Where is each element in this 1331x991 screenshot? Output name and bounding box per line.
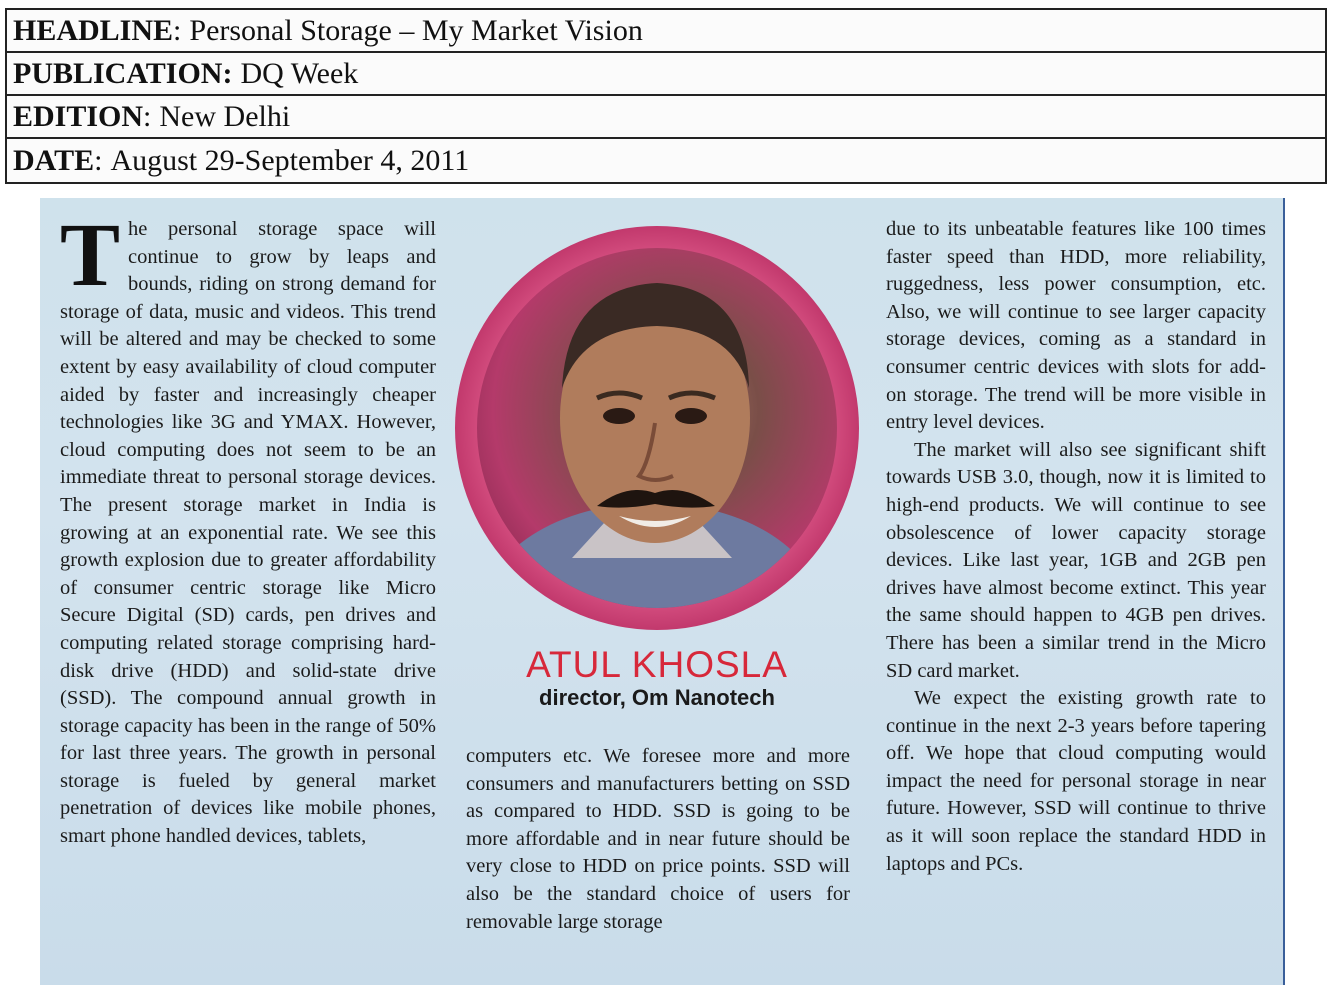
paragraph-text: computers etc. We foresee more and more consumers and manufacturers betting on SSD as compared to HDD. SSD is going to be more affordable and in near future should be very close to HDD on price points. SSD will also be the standard choice of users for removable large storage: [466, 745, 850, 933]
portrait-image: [477, 248, 837, 608]
date-label: DATE: [13, 143, 95, 177]
newspaper-clipping: [40, 198, 1285, 985]
drop-cap: T: [60, 206, 121, 305]
article-column-3: [886, 216, 1266, 878]
paragraph-text: he personal storage space will continue to grow by leaps and bounds, riding on strong demand for storage of data, music and videos. This trend will be altered and may be checked to some extent by easy availability of cloud computer aided by faster and increasingly cheaper technologies like 3G and YMAX. However, cloud computing does not seem to be an immediate threat to personal storage devices. The present storage market in India is growing at an exponential rate. We see this growth explosion due to greater affordability of consumer centric storage like Micro Secure Digital (SD) cards, pen drives and computing related storage comprising hard-disk drive (HDD) and solid-state drive (SSD). The compound annual growth in storage capacity has been in the range of 50% for last three years. The growth in personal storage is fueled by general market penetration of devices like mobile phones, smart phone handled devices, tablets,: [60, 218, 436, 848]
headline-row: HEADLINE : Personal Storage – My Market Vision: [7, 10, 1325, 53]
edition-row: EDITION : New Delhi: [7, 96, 1325, 139]
edition-label: EDITION: [13, 99, 144, 133]
publication-label: PUBLICATION:: [13, 56, 233, 90]
headline-value: Personal Storage – My Market Vision: [189, 13, 643, 47]
author-name: ATUL KHOSLA: [526, 644, 788, 685]
face-illustration: [477, 248, 837, 608]
paragraph-text: due to its unbeatable features like 100 times faster speed than HDD, more reliability, ruggedness, less power consumption, etc. Also, we will continue to see larger capacity storage devices, coming as a standard in consumer centric devices with slots for add-on storage. The trend will be more visible in entry level devices.: [886, 218, 1266, 434]
article-column-2: [466, 743, 850, 936]
date-row: DATE : August 29-September 4, 2011: [13, 143, 470, 177]
headline-label: HEADLINE: [13, 13, 174, 47]
author-role: director, Om Nanotech: [539, 685, 775, 710]
date-value: August 29-September 4, 2011: [110, 143, 470, 177]
paragraph-text: We expect the existing growth rate to continue in the next 2-3 years before tapering off. We hope that cloud computing would impact the need for personal storage in near future. However, SSD will continue to thrive as it will soon replace the standard HDD in laptops and PCs.: [886, 687, 1266, 875]
publication-row: [7, 53, 1325, 96]
publication-value: DQ Week: [240, 56, 359, 90]
author-portrait: [455, 226, 859, 630]
article-paragraph: [60, 206, 436, 851]
edition-value: New Delhi: [159, 99, 291, 133]
paragraph-text: The market will also see significant shift towards USB 3.0, though, now it is limited to high-end products. We will continue to see obsolescence of lower capacity storage devices. Like last year, 1GB and 2GB pen drives have almost become extinct. This year the same should happen to 4GB pen drives. There has been a similar trend in the Micro SD card market.: [886, 438, 1266, 682]
article-column-1: [60, 206, 436, 851]
clipping-header-table: [5, 8, 1327, 184]
